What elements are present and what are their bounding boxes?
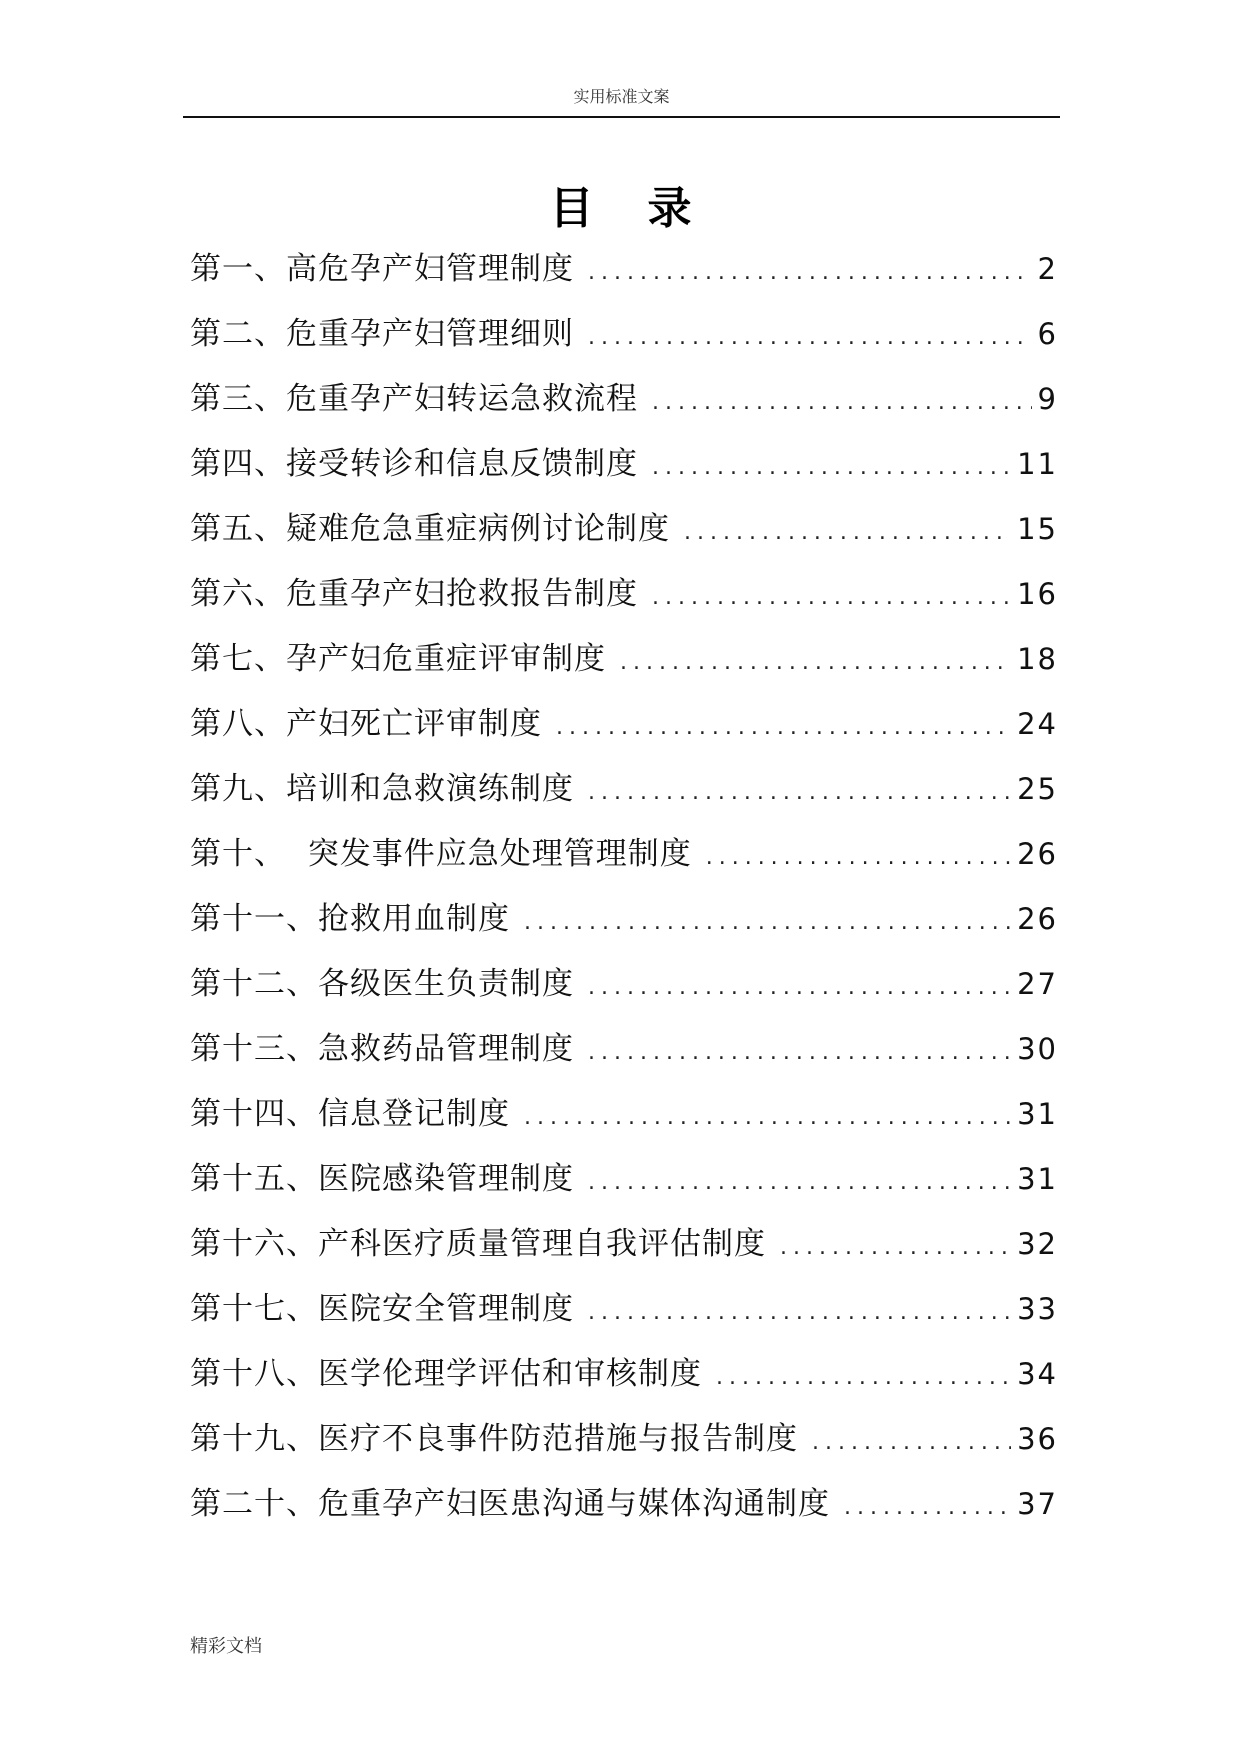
toc-entry[interactable] xyxy=(190,704,1058,769)
toc-page-number: 33 xyxy=(1017,1292,1058,1326)
toc-entry-title: 第十一、抢救用血制度 xyxy=(190,901,510,937)
toc-leader-dots xyxy=(706,838,1011,878)
toc-entry[interactable] xyxy=(190,574,1058,639)
toc-entry[interactable] xyxy=(190,899,1058,964)
toc-entry[interactable] xyxy=(190,1094,1058,1159)
toc-leader-dots xyxy=(556,708,1011,748)
toc-page-number: 26 xyxy=(1017,902,1058,936)
toc-entry-title: 第二、危重孕产妇管理细则 xyxy=(190,316,574,352)
toc-entry-title: 第五、疑难危急重症病例讨论制度 xyxy=(190,511,670,547)
toc-entry[interactable] xyxy=(190,1224,1058,1289)
toc-entry-title: 第三、危重孕产妇转运急救流程 xyxy=(190,381,638,417)
toc-page-number: 32 xyxy=(1017,1227,1058,1261)
toc-leader-dots xyxy=(588,1163,1011,1203)
toc-page-number: 2 xyxy=(1037,252,1058,286)
toc-leader-dots xyxy=(588,253,1032,293)
toc-page-number: 31 xyxy=(1017,1097,1058,1131)
toc-page-number: 37 xyxy=(1017,1487,1058,1521)
toc-leader-dots xyxy=(588,773,1011,813)
toc-leader-dots xyxy=(620,643,1011,683)
toc-entry-title: 第六、危重孕产妇抢救报告制度 xyxy=(190,576,638,612)
toc-leader-dots xyxy=(524,903,1011,943)
toc-leader-dots xyxy=(588,968,1011,1008)
toc-page-number: 9 xyxy=(1037,382,1058,416)
toc-entry[interactable] xyxy=(190,769,1058,834)
toc-page-number: 11 xyxy=(1017,447,1058,481)
page-footer: 精彩文档 xyxy=(190,1636,262,1657)
toc-entry[interactable] xyxy=(190,249,1058,314)
toc-page-number: 36 xyxy=(1017,1422,1058,1456)
toc-leader-dots xyxy=(684,513,1011,553)
toc-page-number: 34 xyxy=(1017,1357,1058,1391)
toc-entry[interactable] xyxy=(190,1029,1058,1094)
toc-entry[interactable] xyxy=(190,314,1058,379)
toc-entry-title: 第二十、危重孕产妇医患沟通与媒体沟通制度 xyxy=(190,1486,830,1522)
toc-page-number: 26 xyxy=(1017,837,1058,871)
toc-leader-dots xyxy=(588,1293,1011,1333)
toc-entry-title: 第七、孕产妇危重症评审制度 xyxy=(190,641,606,677)
toc-entry-title: 第十、 突发事件应急处理管理制度 xyxy=(190,836,692,872)
toc-entry-title: 第十七、医院安全管理制度 xyxy=(190,1291,574,1327)
toc-entry[interactable] xyxy=(190,964,1058,1029)
toc-entry[interactable] xyxy=(190,1419,1058,1484)
toc-leader-dots xyxy=(812,1423,1011,1463)
toc-page-number: 24 xyxy=(1017,707,1058,741)
toc-entry-title: 第八、产妇死亡评审制度 xyxy=(190,706,542,742)
toc-page-number: 25 xyxy=(1017,772,1058,806)
toc-leader-dots xyxy=(844,1488,1011,1528)
toc-entry-title: 第九、培训和急救演练制度 xyxy=(190,771,574,807)
toc-page-number: 18 xyxy=(1017,642,1058,676)
toc-leader-dots xyxy=(524,1098,1011,1138)
toc-entry[interactable] xyxy=(190,1484,1058,1549)
toc-leader-dots xyxy=(588,318,1032,358)
toc-entry[interactable] xyxy=(190,1289,1058,1354)
toc-entry[interactable] xyxy=(190,379,1058,444)
toc-entry-title: 第十九、医疗不良事件防范措施与报告制度 xyxy=(190,1421,798,1457)
toc-entry[interactable] xyxy=(190,834,1058,899)
toc-entry-title: 第十二、各级医生负责制度 xyxy=(190,966,574,1002)
toc-entry-title: 第十三、急救药品管理制度 xyxy=(190,1031,574,1067)
toc-entry-title: 第四、接受转诊和信息反馈制度 xyxy=(190,446,638,482)
toc-leader-dots xyxy=(652,578,1011,618)
table-of-contents xyxy=(190,249,1058,1549)
toc-entry[interactable] xyxy=(190,1354,1058,1419)
toc-leader-dots xyxy=(716,1358,1011,1398)
toc-entry[interactable] xyxy=(190,444,1058,509)
toc-entry-title: 第十五、医院感染管理制度 xyxy=(190,1161,574,1197)
toc-leader-dots xyxy=(652,383,1032,423)
page-header: 实用标准文案 xyxy=(183,86,1060,118)
toc-page-number: 27 xyxy=(1017,967,1058,1001)
toc-leader-dots xyxy=(652,448,1011,488)
toc-entry-title: 第十六、产科医疗质量管理自我评估制度 xyxy=(190,1226,766,1262)
page-title: 目录 xyxy=(549,183,746,235)
toc-page-number: 30 xyxy=(1017,1032,1058,1066)
toc-page-number: 15 xyxy=(1017,512,1058,546)
toc-entry-title: 第十八、医学伦理学评估和审核制度 xyxy=(190,1356,702,1392)
toc-page-number: 16 xyxy=(1017,577,1058,611)
toc-page-number: 31 xyxy=(1017,1162,1058,1196)
toc-page-number: 6 xyxy=(1037,317,1058,351)
toc-leader-dots xyxy=(588,1033,1011,1073)
toc-entry[interactable] xyxy=(190,639,1058,704)
toc-leader-dots xyxy=(780,1228,1011,1268)
toc-entry[interactable] xyxy=(190,509,1058,574)
toc-entry[interactable] xyxy=(190,1159,1058,1224)
toc-entry-title: 第十四、信息登记制度 xyxy=(190,1096,510,1132)
toc-entry-title: 第一、高危孕产妇管理制度 xyxy=(190,251,574,287)
